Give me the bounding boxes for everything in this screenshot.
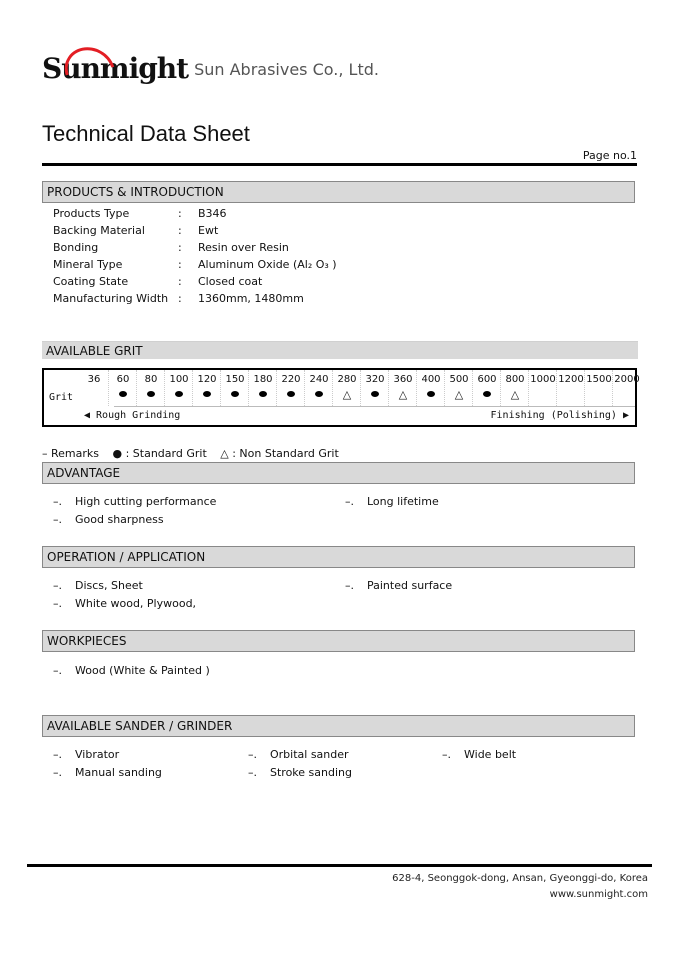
grit-mark-empty <box>613 387 641 403</box>
legend-non-standard-grit: △ : Non Standard Grit <box>220 447 339 460</box>
sander-item: –. Orbital sander <box>248 748 349 761</box>
bullet-dash: –. <box>53 513 62 526</box>
dot-icon <box>259 391 267 397</box>
bullet-dash: –. <box>345 579 354 592</box>
section-header-advantage: ADVANTAGE <box>42 462 635 484</box>
spec-value: Closed coat <box>198 275 263 288</box>
section-header-operation: OPERATION / APPLICATION <box>42 546 635 568</box>
operation-item: –. Painted surface <box>345 579 453 592</box>
grit-column <box>332 370 361 406</box>
standard-grit-dot-icon <box>305 387 333 403</box>
legend-standard-grit: ● : Standard Grit <box>112 447 207 460</box>
grit-value: 360 <box>393 374 413 385</box>
standard-grit-dot-icon <box>277 387 305 403</box>
standard-grit-dot-icon <box>417 387 445 403</box>
grit-value: 1000 <box>530 374 556 385</box>
grit-value: 500 <box>449 374 469 385</box>
grit-column <box>276 370 305 406</box>
spec-value: Ewt <box>198 224 219 237</box>
bullet-dash: –. <box>53 748 62 761</box>
logo-company-name: Sun Abrasives Co., Ltd. <box>194 60 379 79</box>
bullet-dash: –. <box>248 748 257 761</box>
dot-icon <box>315 391 323 397</box>
standard-grit-dot-icon <box>193 387 221 403</box>
grit-value: 240 <box>309 374 329 385</box>
footer-address: 628-4, Seonggok-dong, Ansan, Gyeonggi-do, Korea <box>392 873 648 884</box>
grit-column <box>556 370 585 406</box>
sander-item: –. Manual sanding <box>53 766 162 779</box>
spec-label: Manufacturing Width <box>53 292 169 305</box>
grit-column <box>500 370 529 406</box>
grit-value: 180 <box>253 374 273 385</box>
grit-value: 320 <box>365 374 385 385</box>
standard-grit-dot-icon <box>137 387 165 403</box>
section-header-grit: AVAILABLE GRIT <box>42 341 638 359</box>
rough-grinding-label: ◀ Rough Grinding <box>84 410 181 421</box>
page-number: Page no.1 <box>582 149 637 162</box>
bullet-dash: –. <box>53 495 62 508</box>
dot-icon <box>371 391 379 397</box>
operation-item: –. White wood, Plywood, <box>53 597 197 610</box>
advantage-item: –. Good sharpness <box>53 513 164 526</box>
non-standard-grit-triangle-icon <box>501 387 529 403</box>
grit-column <box>388 370 417 406</box>
spec-colon: : <box>178 207 182 220</box>
dot-icon <box>147 391 155 397</box>
grit-value: 600 <box>477 374 497 385</box>
grit-mark-empty <box>529 387 557 403</box>
grit-value: 800 <box>505 374 525 385</box>
grit-column <box>612 370 641 406</box>
spec-value: Resin over Resin <box>198 241 289 254</box>
non-standard-grit-triangle-icon <box>333 387 361 403</box>
footer-contact <box>392 871 648 903</box>
section-header-products: PRODUCTS & INTRODUCTION <box>42 181 635 203</box>
sander-item: –. Wide belt <box>442 748 517 761</box>
grit-value: 120 <box>197 374 217 385</box>
spec-colon: : <box>178 275 182 288</box>
bullet-dash: –. <box>53 664 62 677</box>
spec-label: Mineral Type <box>53 258 123 271</box>
standard-grit-dot-icon <box>165 387 193 403</box>
sander-item: –. Stroke sanding <box>248 766 352 779</box>
grit-value: 280 <box>337 374 357 385</box>
dot-icon <box>287 391 295 397</box>
dot-icon <box>203 391 211 397</box>
grit-mark-empty <box>80 387 108 403</box>
spec-label: Bonding <box>53 241 99 254</box>
grit-value: 60 <box>116 374 130 385</box>
grit-value: 2000 <box>614 374 640 385</box>
company-logo <box>42 50 379 84</box>
grit-value: 220 <box>281 374 301 385</box>
bullet-dash: –. <box>53 766 62 779</box>
grit-value: 36 <box>87 374 101 385</box>
grit-value: 80 <box>144 374 158 385</box>
grit-column <box>192 370 221 406</box>
advantage-item: –. Long lifetime <box>345 495 439 508</box>
advantage-item: –. High cutting performance <box>53 495 217 508</box>
operation-item: –. Discs, Sheet <box>53 579 143 592</box>
grit-legend <box>42 447 349 460</box>
remarks-label: – Remarks <box>42 447 99 460</box>
bullet-dash: –. <box>53 597 62 610</box>
grit-column <box>472 370 501 406</box>
spec-colon: : <box>178 292 182 305</box>
standard-grit-dot-icon <box>249 387 277 403</box>
triangle-icon: △ <box>454 388 464 401</box>
logo-brand: Sunmight <box>42 54 188 84</box>
bullet-dash: –. <box>248 766 257 779</box>
non-standard-grit-triangle-icon <box>389 387 417 403</box>
section-header-workpieces: WORKPIECES <box>42 630 635 652</box>
grit-column <box>136 370 165 406</box>
bullet-dash: –. <box>53 579 62 592</box>
grit-value: 100 <box>169 374 189 385</box>
grit-column <box>80 370 108 406</box>
dot-icon <box>483 391 491 397</box>
dot-icon <box>231 391 239 397</box>
grit-divider <box>114 406 635 407</box>
finishing-label: Finishing (Polishing) ▶ <box>490 410 629 421</box>
spec-label: Backing Material <box>53 224 145 237</box>
spec-label: Coating State <box>53 275 129 288</box>
grit-column <box>164 370 193 406</box>
grit-column <box>416 370 445 406</box>
grit-column <box>248 370 277 406</box>
dot-icon <box>175 391 183 397</box>
triangle-icon: △ <box>510 388 520 401</box>
logo-arc-icon <box>56 38 124 104</box>
bullet-dash: –. <box>345 495 354 508</box>
non-standard-grit-triangle-icon <box>445 387 473 403</box>
standard-grit-dot-icon <box>221 387 249 403</box>
footer-website[interactable]: www.sunmight.com <box>549 889 648 900</box>
grit-value: 1500 <box>586 374 612 385</box>
grit-mark-empty <box>557 387 585 403</box>
triangle-icon: △ <box>398 388 408 401</box>
bullet-dash: –. <box>442 748 451 761</box>
workpiece-item: –. Wood (White & Painted ) <box>53 664 210 677</box>
spec-value: 1360mm, 1480mm <box>198 292 304 305</box>
sander-item: –. Vibrator <box>53 748 120 761</box>
grit-column <box>528 370 557 406</box>
section-header-sander: AVAILABLE SANDER / GRINDER <box>42 715 635 737</box>
title-divider <box>42 163 637 166</box>
grit-column <box>108 370 137 406</box>
page-title: Technical Data Sheet <box>42 121 250 146</box>
spec-colon: : <box>178 241 182 254</box>
standard-grit-dot-icon <box>109 387 137 403</box>
spec-value: Aluminum Oxide (Al₂ O₃ ) <box>198 258 337 271</box>
grit-column <box>220 370 249 406</box>
standard-grit-dot-icon <box>361 387 389 403</box>
spec-colon: : <box>178 224 182 237</box>
grit-table <box>42 368 640 427</box>
spec-value: B346 <box>198 207 227 220</box>
grit-column <box>444 370 473 406</box>
grit-mark-empty <box>585 387 613 403</box>
triangle-icon: △ <box>342 388 352 401</box>
grit-column <box>360 370 389 406</box>
grit-row-label: Grit <box>49 392 74 403</box>
grit-column <box>584 370 613 406</box>
grit-column <box>304 370 333 406</box>
spec-colon: : <box>178 258 182 271</box>
dot-icon <box>119 391 127 397</box>
grit-value: 1200 <box>558 374 584 385</box>
spec-label: Products Type <box>53 207 130 220</box>
grit-value: 400 <box>421 374 441 385</box>
grit-value: 150 <box>225 374 245 385</box>
footer-divider <box>27 864 652 867</box>
dot-icon <box>427 391 435 397</box>
standard-grit-dot-icon <box>473 387 501 403</box>
